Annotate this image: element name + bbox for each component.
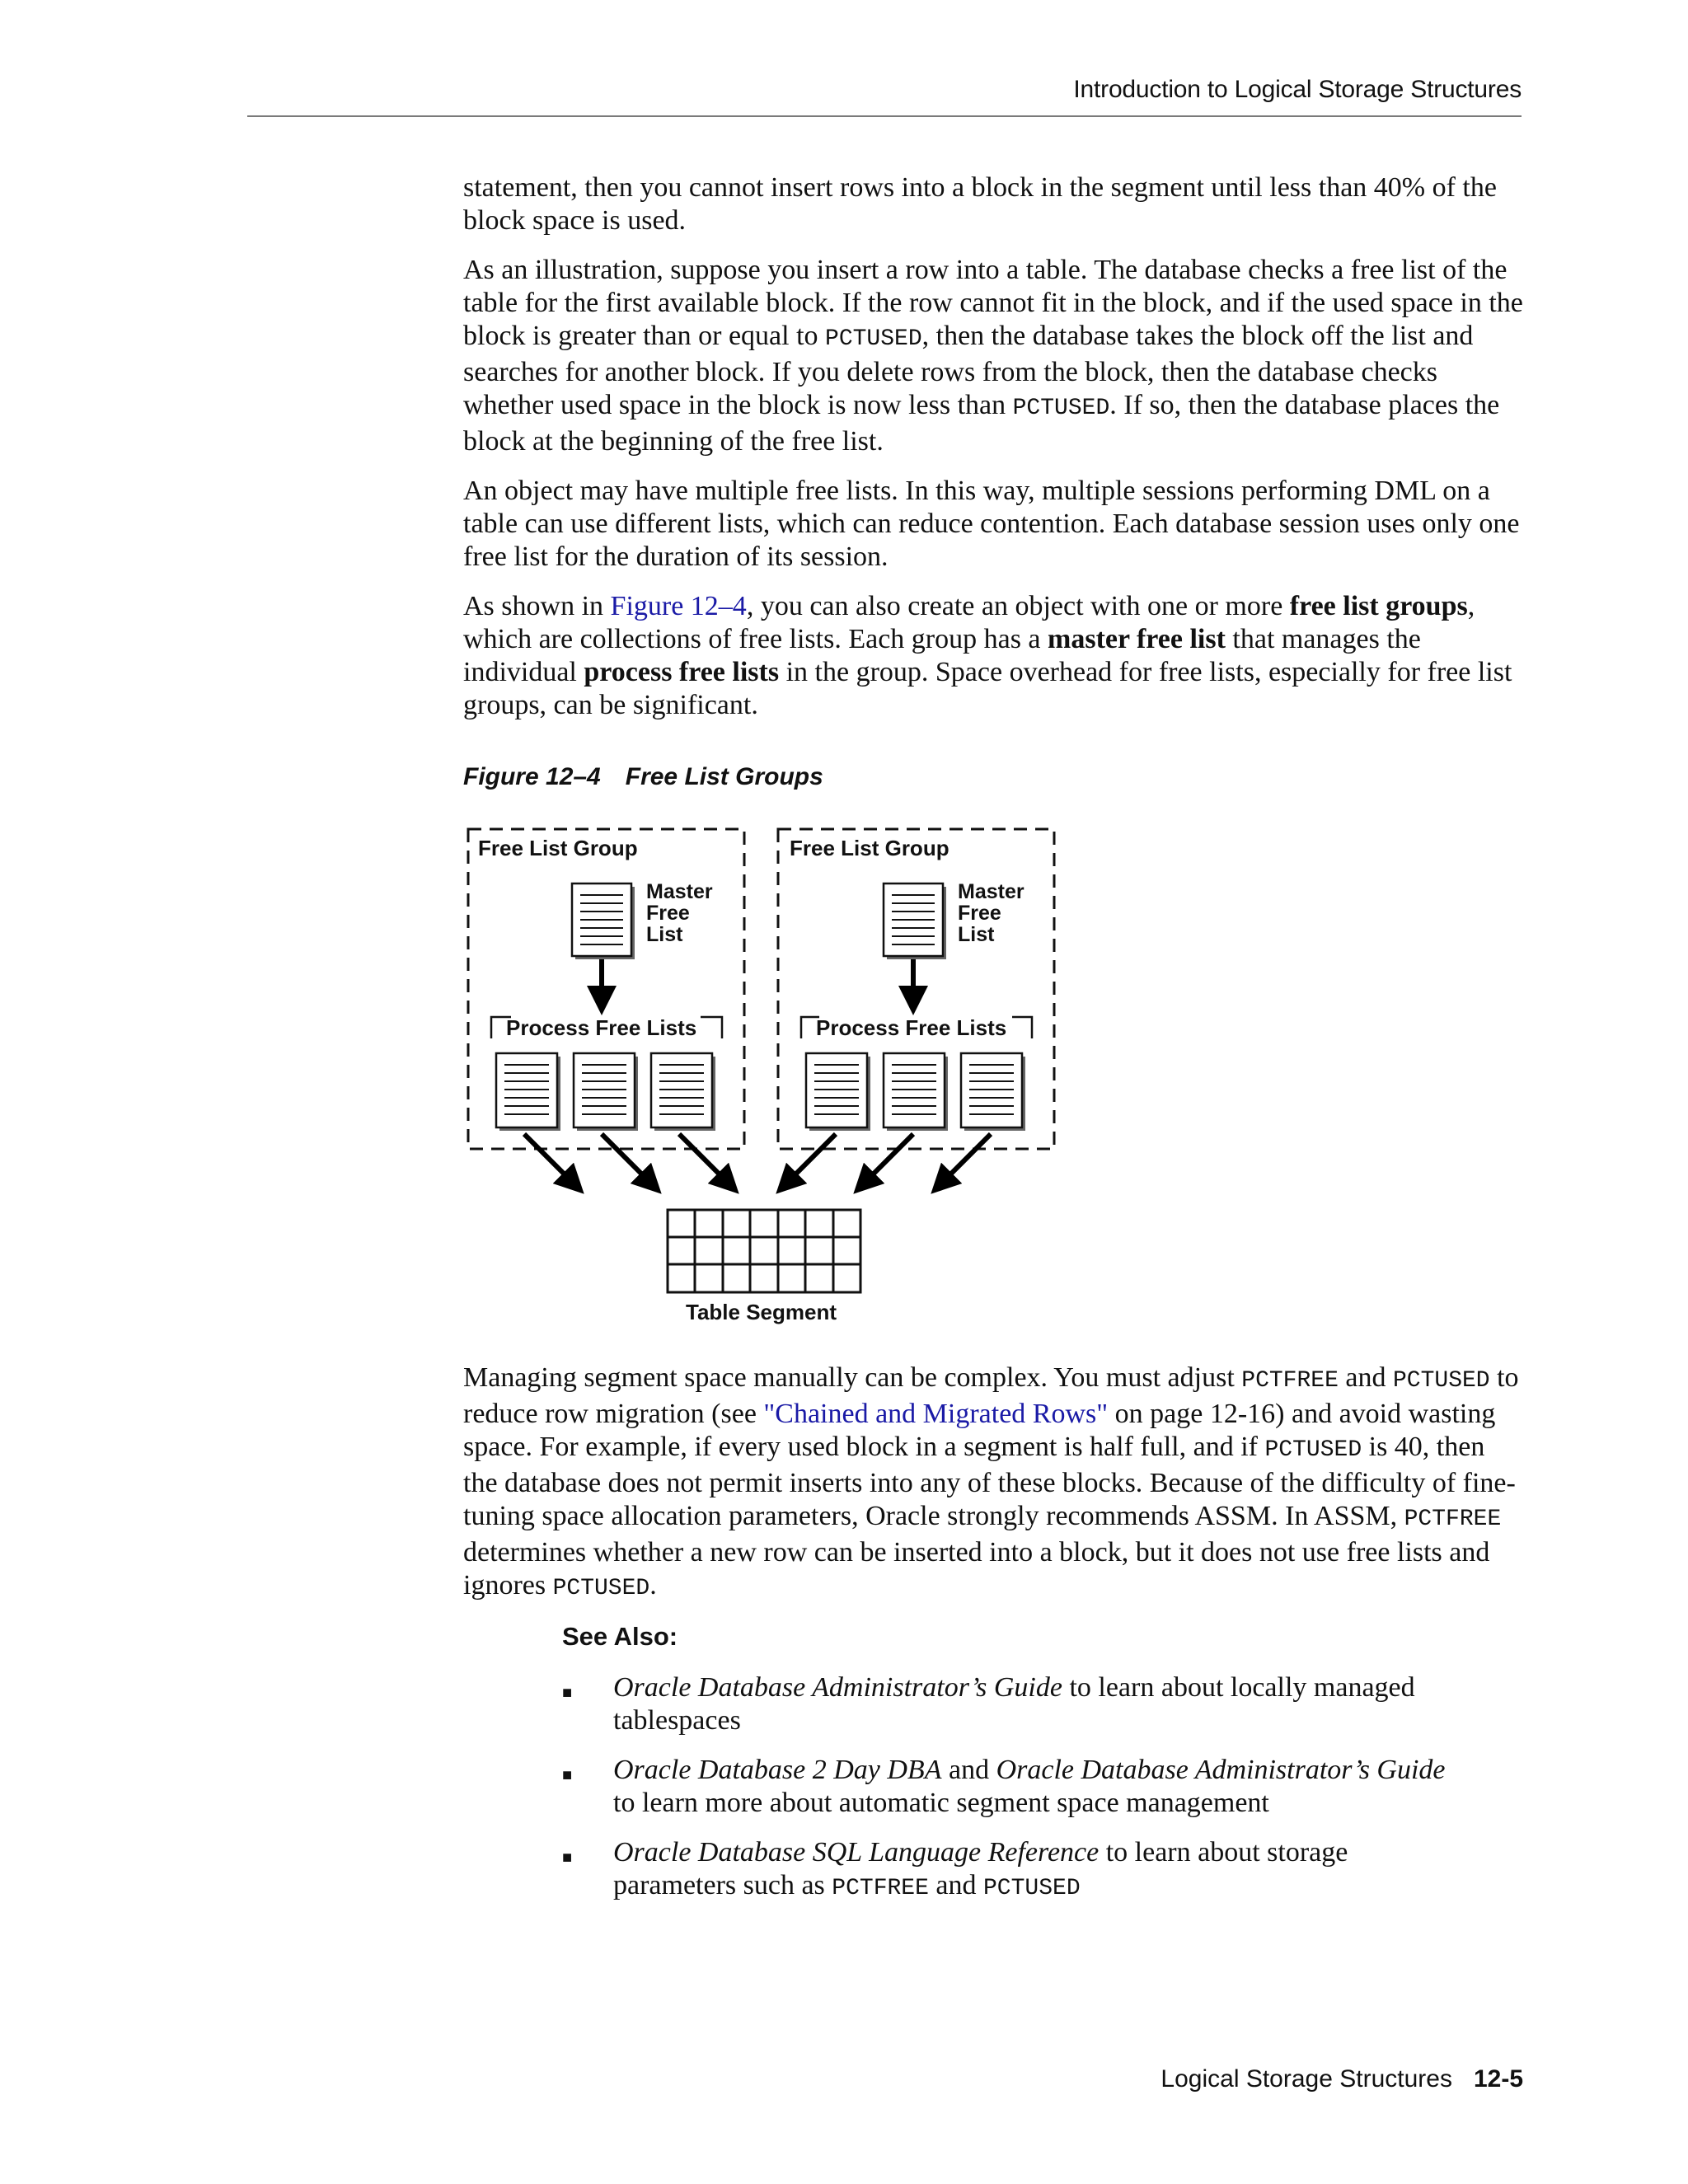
svg-text:Free: Free bbox=[958, 902, 1001, 925]
process-free-lists-label-2: Process Free Lists bbox=[816, 1015, 1007, 1040]
page-number: 12-5 bbox=[1473, 2065, 1523, 2093]
list-item: ■ Oracle Database SQL Language Reference to learn about storage parameters such as PCTFREE and PCTUSED bbox=[562, 1837, 1348, 1901]
figure-caption bbox=[463, 763, 823, 791]
page-header bbox=[247, 73, 1522, 117]
group-1-label: Free List Group bbox=[478, 836, 638, 860]
svg-text:List: List bbox=[646, 923, 683, 946]
process-free-list-docs-1 bbox=[496, 1053, 715, 1131]
bullet-icon: ■ bbox=[562, 1766, 573, 1784]
figure-number: Figure 12–4 bbox=[463, 763, 601, 790]
chained-rows-link[interactable]: "Chained and Migrated Rows" bbox=[763, 1399, 1109, 1429]
free-list-group-2 bbox=[778, 829, 1054, 1149]
process-doc-2a-icon bbox=[806, 1053, 870, 1131]
see-also-heading: See Also: bbox=[562, 1622, 678, 1651]
table-segment-grid bbox=[668, 1210, 860, 1292]
body-text-bottom bbox=[463, 1361, 1525, 1622]
process-to-segment-arrows bbox=[524, 1134, 991, 1183]
paragraph-1: statement, then you cannot insert rows into a block in the segment until less than 40% of the block space is used. bbox=[463, 172, 1497, 236]
svg-text:Master: Master bbox=[646, 880, 713, 903]
svg-text:Master: Master bbox=[958, 880, 1025, 903]
master-free-list-doc-2-icon bbox=[884, 883, 946, 959]
process-doc-2c-icon bbox=[961, 1053, 1025, 1131]
process-free-lists-label-1: Process Free Lists bbox=[506, 1015, 697, 1040]
list-item: ■ Oracle Database Administrator’s Guide to learn about locally managed tablespaces bbox=[562, 1672, 1415, 1736]
see-also-list bbox=[562, 1671, 1469, 1922]
body-text-top bbox=[463, 171, 1525, 738]
process-doc-1c-icon bbox=[651, 1053, 715, 1131]
figure-title: Free List Groups bbox=[625, 763, 823, 790]
page-footer bbox=[1160, 2065, 1523, 2093]
svg-text:List: List bbox=[958, 923, 995, 946]
bullet-icon: ■ bbox=[562, 1849, 573, 1867]
bullet-icon: ■ bbox=[562, 1684, 573, 1702]
process-free-list-docs-2 bbox=[806, 1053, 1025, 1131]
list-item: ■ Oracle Database 2 Day DBA and Oracle Database Administrator’s Guide to learn more about automatic segment space management bbox=[562, 1755, 1446, 1818]
running-header: Introduction to Logical Storage Structures bbox=[1073, 76, 1522, 103]
free-list-groups-diagram bbox=[463, 821, 1081, 1332]
process-doc-1b-icon bbox=[574, 1053, 638, 1131]
group-2-label: Free List Group bbox=[790, 836, 950, 860]
figure-link[interactable]: Figure 12–4 bbox=[610, 591, 747, 621]
paragraph-2: As an illustration, suppose you insert a row into a table. The database checks a free list of the table for the first available block. If the row cannot fit in the block, and if the used space in the block is greater than or equal to PCTUSED, then the database takes the block off the list and searches for another block. If you delete rows from the block, then the database checks whether used space in the block is now less than PCTUSED. If so, then the database places the block at the beginning of the free list. bbox=[463, 255, 1523, 457]
process-doc-2b-icon bbox=[884, 1053, 948, 1131]
process-doc-1a-icon bbox=[496, 1053, 560, 1131]
table-segment-label: Table Segment bbox=[686, 1300, 837, 1324]
paragraph-5: Managing segment space manually can be complex. You must adjust PCTFREE and PCTUSED to reduce row migration (see "Chained and Migrated Rows" on page 12-16) and avoid wasting space. For example, if every used block in a segment is half full, and if PCTUSED is 40, then the database does not permit inserts into any of these blocks. Because of the difficulty of fine-tuning space allocation parameters, Oracle strongly recommends ASSM. In ASSM, PCTFREE determines whether a new row can be inserted into a block, but it does not use free lists and ignores PCTUSED. bbox=[463, 1362, 1519, 1601]
paragraph-4: As shown in Figure 12–4, you can also create an object with one or more free list groups, which are collections of free lists. Each group has a master free list that manages the individual process free lists in the group. Space overhead for free lists, especially for free list groups, can be significant. bbox=[463, 591, 1512, 720]
paragraph-3: An object may have multiple free lists. In this way, multiple sessions performing DML on a table can use different lists, which can reduce contention. Each database session uses only one free list for the duration of its session. bbox=[463, 476, 1520, 572]
footer-section: Logical Storage Structures bbox=[1160, 2065, 1452, 2093]
svg-text:Free: Free bbox=[646, 902, 690, 925]
master-free-list-doc-1-icon bbox=[572, 883, 635, 959]
free-list-group-1 bbox=[468, 829, 744, 1149]
